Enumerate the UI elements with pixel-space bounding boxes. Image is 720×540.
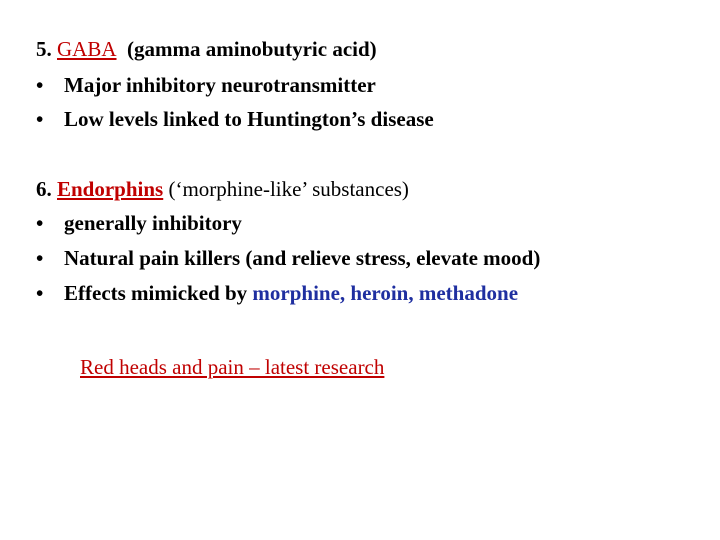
section5-term: GABA [57,37,117,61]
research-link[interactable]: Red heads and pain – latest research [80,355,385,379]
section6-number: 6. [36,177,52,201]
bullet-text: Effects mimicked by [64,281,248,305]
bullet-text: Low levels linked to Huntington’s disease [64,107,434,131]
bullet-icon: • [36,246,44,270]
section6-bullet-3 [36,280,518,306]
bullet-icon: • [36,73,44,97]
section5-heading [36,36,377,62]
bullet-text: generally inhibitory [64,211,242,235]
section6-term-detail: (‘morphine-like’ substances) [168,177,409,201]
section6-heading [36,176,409,202]
section5-bullet-1 [36,72,376,98]
drug-list: morphine, heroin, methadone [252,281,519,305]
section5-number: 5. [36,37,52,61]
section6-bullet-2 [36,245,540,271]
section5-bullet-2 [36,106,434,132]
bullet-icon: • [36,107,44,131]
bullet-icon: • [36,211,44,235]
section6-bullet-1 [36,210,242,236]
bullet-text: Major inhibitory neurotransmitter [64,73,376,97]
section5-term-detail: (gamma aminobutyric acid) [127,37,377,61]
section6-term: Endorphins [57,177,164,201]
bullet-icon: • [36,281,44,305]
bullet-text: Natural pain killers (and relieve stress, elevate mood) [64,246,541,270]
